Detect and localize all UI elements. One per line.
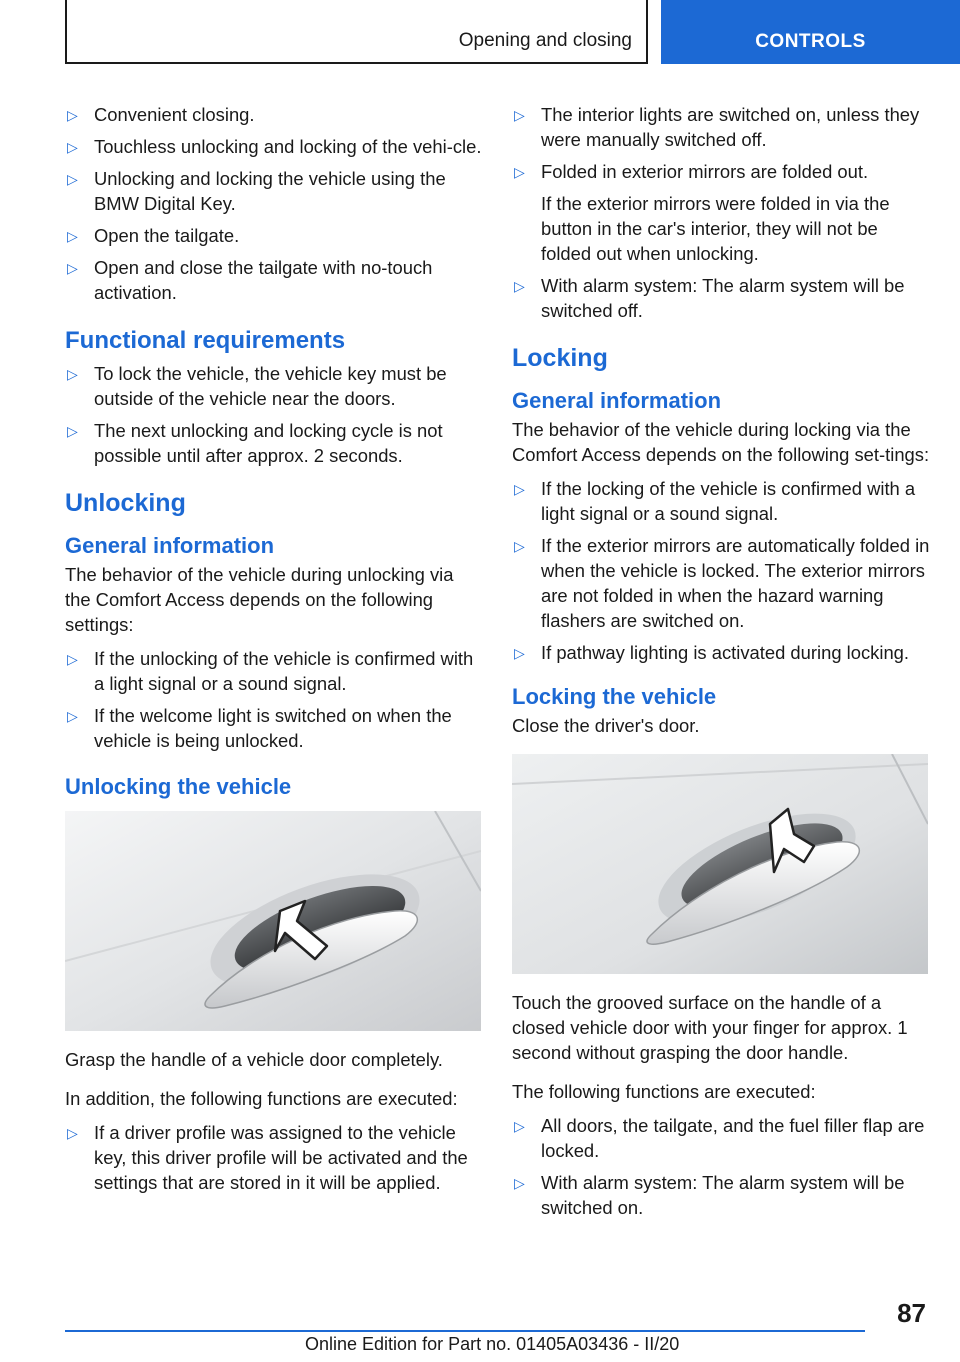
- list-item: ▷ If a driver profile was assigned to the vehicle key, this driver profile will be activated and the settings that are stored in it will be applied.: [67, 1122, 468, 1193]
- edition-text: Online Edition for Part no. 01405A03436 - II/20: [305, 1334, 680, 1354]
- bullet-triangle-icon: ▷: [67, 260, 78, 276]
- list-item: ▷ If the locking of the vehicle is confirmed with a light signal or a sound signal.: [514, 478, 916, 524]
- list-item: ▷ Touchless unlocking and locking of the vehi-cle.: [65, 134, 483, 159]
- bullet-triangle-icon: ▷: [514, 107, 525, 123]
- bullet-triangle-icon: ▷: [67, 228, 78, 244]
- general-information-text: The behavior of the vehicle during locking via the Comfort Access depends on the following set-tings:: [512, 419, 930, 465]
- bullet-triangle-icon: ▷: [67, 708, 78, 724]
- bullet-triangle-icon: ▷: [67, 107, 78, 123]
- bullet-triangle-icon: ▷: [67, 366, 78, 382]
- close-door-text: Close the driver's door.: [512, 715, 700, 736]
- bullet-triangle-icon: ▷: [514, 164, 525, 180]
- functions-intro-text: The following functions are executed:: [512, 1081, 816, 1102]
- lock-functions-bullet-list: [512, 1113, 930, 1220]
- list-item: ▷ Open and close the tailgate with no-touch activation.: [67, 257, 433, 303]
- bullet-triangle-icon: ▷: [514, 278, 525, 294]
- bullet-triangle-icon: ▷: [67, 139, 78, 155]
- list-item: ▷ Unlocking and locking the vehicle using the BMW Digital Key.: [67, 168, 446, 214]
- unlocking-vehicle-heading: Unlocking the vehicle: [65, 774, 292, 799]
- locking-vehicle-heading: Locking the vehicle: [512, 684, 717, 709]
- bullet-triangle-icon: ▷: [67, 171, 78, 187]
- list-item: ▷ The next unlocking and locking cycle is not possible until after approx. 2 seconds.: [67, 420, 443, 466]
- list-item: ▷ If the unlocking of the vehicle is confirmed with a light signal or a sound signal.: [67, 648, 474, 694]
- chapter-tab[interactable]: CONTROLS: [661, 0, 960, 64]
- bullet-triangle-icon: ▷: [514, 1118, 525, 1134]
- list-item: ▷ With alarm system: The alarm system will be switched on.: [514, 1172, 905, 1218]
- touch-instruction-text: Touch the grooved surface on the handle of a closed vehicle door with your finger for approx. 1 second without grasping the door handle.: [512, 992, 908, 1063]
- bullet-triangle-icon: ▷: [514, 538, 525, 554]
- section-title: Opening and closing: [458, 30, 632, 51]
- unlocking-heading: Unlocking: [65, 489, 186, 517]
- list-item: ▷ With alarm system: The alarm system will be switched off.: [514, 275, 905, 321]
- locking-heading: Locking: [512, 344, 608, 372]
- addition-bullet-list: [65, 1120, 483, 1195]
- footer-divider: [65, 1330, 865, 1332]
- intro-bullet-list: [65, 102, 483, 305]
- list-item: ▷ If the welcome light is switched on when the vehicle is being unlocked.: [67, 705, 452, 751]
- page-header: [0, 0, 960, 66]
- bullet-triangle-icon: ▷: [514, 645, 525, 661]
- page-number: 87: [897, 1298, 926, 1328]
- door-handle-grasp-image: [65, 811, 481, 1031]
- functional-bullet-list: [65, 361, 483, 468]
- door-handle-touch-image: [512, 754, 928, 974]
- functional-requirements-heading: Functional requirements: [65, 327, 346, 354]
- list-item: ▷ Folded in exterior mirrors are folded out. If the exterior mirrors were folded in via the button in the car's interior, they will not be folded out when unlocking.: [512, 159, 930, 266]
- bullet-triangle-icon: ▷: [67, 1125, 78, 1141]
- bullet-subtext: If the exterior mirrors were folded in via the button in the car's interior, they will not be folded out when unlocking.: [541, 193, 890, 264]
- list-item: ▷ Open the tailgate.: [65, 223, 483, 248]
- general-information-heading: General information: [65, 533, 275, 558]
- list-item: ▷ Convenient closing.: [65, 102, 483, 127]
- addition-intro-text: In addition, the following functions are executed:: [65, 1088, 458, 1109]
- bullet-triangle-icon: ▷: [67, 423, 78, 439]
- unlock-functions-bullet-list: [512, 102, 930, 323]
- general-information-text: The behavior of the vehicle during unlocking via the Comfort Access depends on the following settings:: [65, 564, 454, 635]
- general-bullet-list: [512, 476, 930, 665]
- general-information-heading: General information: [512, 388, 722, 413]
- bullet-triangle-icon: ▷: [514, 1175, 525, 1191]
- list-item: ▷ If the exterior mirrors are automatically folded in when the vehicle is locked. The exterior mirrors are not folded in when the hazard warning flashers are switched on.: [514, 535, 930, 631]
- general-bullet-list: [65, 646, 483, 753]
- list-item: ▷ The interior lights are switched on, unless they were manually switched off.: [514, 104, 920, 150]
- section-box: [65, 0, 648, 64]
- left-column: [65, 102, 483, 1202]
- bullet-triangle-icon: ▷: [514, 481, 525, 497]
- list-item: ▷ If pathway lighting is activated during locking.: [512, 640, 930, 665]
- list-item: ▷ All doors, the tailgate, and the fuel filler flap are locked.: [514, 1115, 925, 1161]
- grasp-instruction-text: Grasp the handle of a vehicle door completely.: [65, 1049, 443, 1070]
- right-column: [512, 102, 930, 1227]
- list-item: ▷ To lock the vehicle, the vehicle key must be outside of the vehicle near the doors.: [67, 363, 447, 409]
- bullet-triangle-icon: ▷: [67, 651, 78, 667]
